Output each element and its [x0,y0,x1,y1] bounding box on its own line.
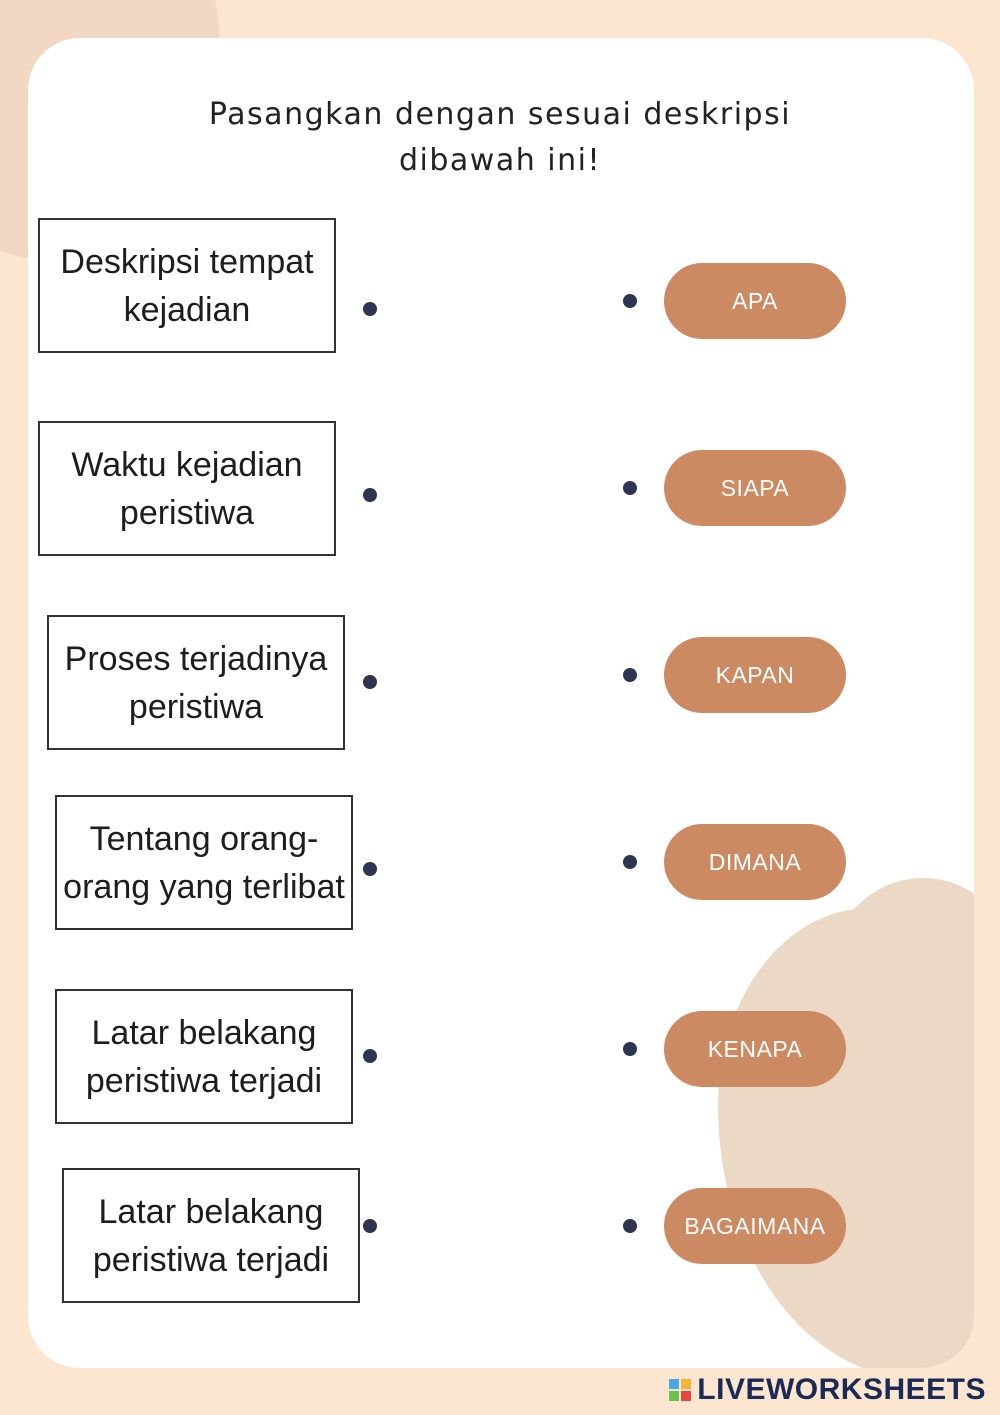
right-connector-dot-4[interactable] [623,855,637,869]
description-box-6 [62,1168,360,1303]
title-line-1: Pasangkan dengan sesuai deskripsi [208,97,792,132]
title-line-2: dibawah ini! [399,143,601,178]
left-connector-dot-3[interactable] [363,675,377,689]
description-2-line-1: Waktu kejadian [71,445,303,484]
description-4-line-1: Tentang orang- [89,819,319,858]
left-connector-dot-6[interactable] [363,1219,377,1233]
brand-name: LIVEWORKSHEETS [697,1373,986,1406]
description-3-line-2: peristiwa [128,687,264,726]
worksheet-title [100,92,900,184]
description-6-line-1: Latar belakang [98,1192,324,1231]
description-4-line-2: orang yang terlibat [63,867,345,906]
description-box-2 [38,421,336,556]
description-6-line-2: peristiwa terjadi [92,1240,330,1279]
right-connector-dot-6[interactable] [623,1219,637,1233]
description-2-line-2: peristiwa [119,493,255,532]
description-5-line-2: peristiwa terjadi [85,1061,323,1100]
description-3-line-1: Proses terjadinya [64,639,328,678]
description-box-3 [47,615,345,750]
liveworksheets-logo-icon [669,1379,691,1401]
description-box-1 [38,218,336,353]
answer-pill-kapan: KAPAN [664,637,846,713]
left-connector-dot-1[interactable] [363,302,377,316]
description-1-line-2: kejadian [123,290,251,329]
description-1-line-1: Deskripsi tempat [60,242,314,281]
answer-pill-dimana: DIMANA [664,824,846,900]
description-5-line-1: Latar belakang [91,1013,317,1052]
right-connector-dot-1[interactable] [623,294,637,308]
description-box-5 [55,989,353,1124]
answer-pill-bagaimana: BAGAIMANA [664,1188,846,1264]
answer-pill-siapa: SIAPA [664,450,846,526]
right-connector-dot-5[interactable] [623,1042,637,1056]
left-connector-dot-2[interactable] [363,488,377,502]
description-box-4 [55,795,353,930]
answer-pill-apa: APA [664,263,846,339]
right-connector-dot-2[interactable] [623,481,637,495]
left-connector-dot-5[interactable] [363,1049,377,1063]
right-connector-dot-3[interactable] [623,668,637,682]
answer-pill-kenapa: KENAPA [664,1011,846,1087]
liveworksheets-branding [669,1373,986,1407]
left-connector-dot-4[interactable] [363,862,377,876]
